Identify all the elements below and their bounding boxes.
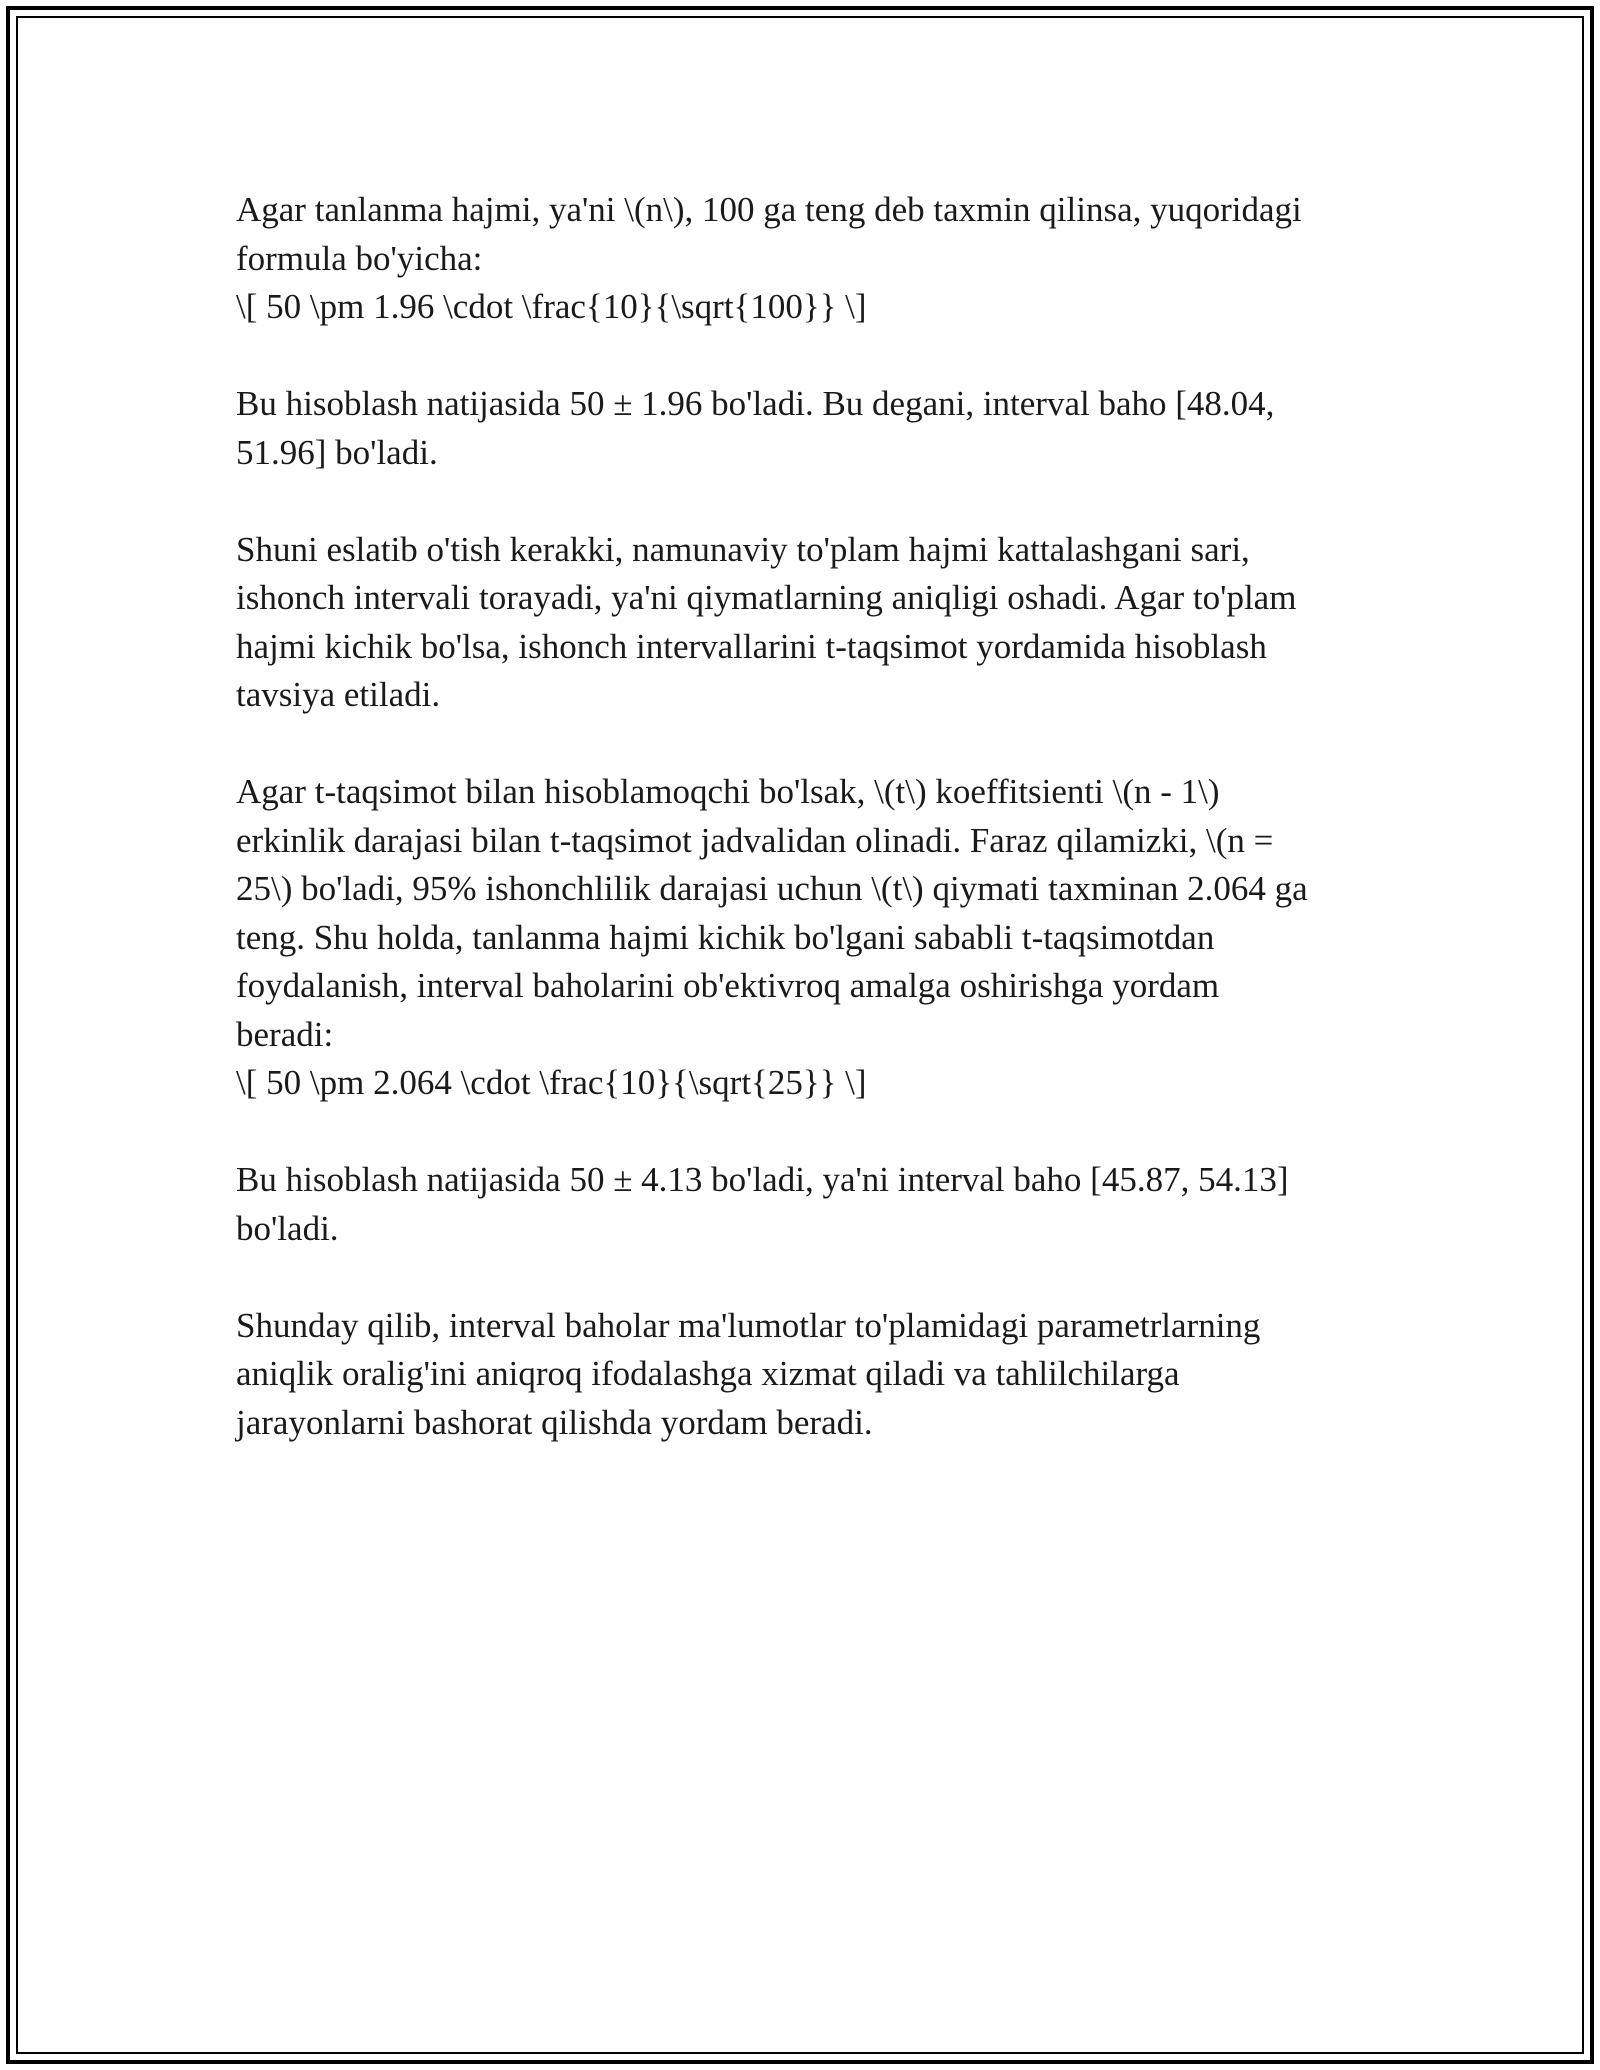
text-line: foydalanish, interval baholarini ob'ektivroq amalga oshirishga yordam bbox=[236, 966, 1220, 1005]
document-body bbox=[236, 186, 1366, 1496]
text-line: Bu hisoblash natijasida 50 ± 4.13 bo'ladi, ya'ni interval baho [45.87, 54.13] bbox=[236, 1160, 1289, 1199]
text-line: 51.96] bo'ladi. bbox=[236, 432, 438, 472]
text-line: ishonch intervali torayadi, ya'ni qiymatlarning aniqligi oshadi. Agar to'plam bbox=[236, 578, 1297, 617]
paragraph-6 bbox=[236, 1302, 1366, 1448]
text-line: Shunday qilib, interval baholar ma'lumotlar to'plamidagi parametrlarning bbox=[236, 1305, 1261, 1345]
paragraph-3 bbox=[236, 526, 1366, 720]
text-line: beradi: bbox=[236, 1014, 334, 1054]
text-line: teng. Shu holda, tanlanma hajmi kichik bo'lgani sababli t-taqsimotdan bbox=[236, 917, 1215, 957]
text-line: Bu hisoblash natijasida 50 ± 1.96 bo'ladi. Bu degani, interval baho [48.04, bbox=[236, 384, 1275, 423]
text-line: jarayonlarni bashorat qilishda yordam beradi. bbox=[236, 1402, 873, 1442]
text-line: aniqlik oralig'ini aniqroq ifodalashga xizmat qiladi va tahlilchilarga bbox=[236, 1354, 1180, 1393]
text-line: \[ 50 \pm 1.96 \cdot \frac{10}{\sqrt{100}} \] bbox=[236, 287, 867, 326]
text-line: bo'ladi. bbox=[236, 1208, 339, 1248]
text-line: Shuni eslatib o'tish kerakki, namunaviy to'plam hajmi kattalashgani sari, bbox=[236, 529, 1250, 569]
paragraph-4 bbox=[236, 768, 1366, 1108]
text-line: Agar tanlanma hajmi, ya'ni \(n\), 100 ga teng deb taxmin qilinsa, yuqoridagi bbox=[236, 190, 1302, 229]
text-line: formula bo'yicha: bbox=[236, 238, 483, 278]
text-line: 25\) bo'ladi, 95% ishonchlilik darajasi uchun \(t\) qiymati taxminan 2.064 ga bbox=[236, 869, 1308, 908]
paragraph-5 bbox=[236, 1156, 1366, 1253]
text-line: tavsiya etiladi. bbox=[236, 675, 441, 714]
text-line: erkinlik darajasi bilan t-taqsimot jadvalidan olinadi. Faraz qilamizki, \(n = bbox=[236, 820, 1274, 860]
paragraph-2 bbox=[236, 380, 1366, 477]
text-line: hajmi kichik bo'lsa, ishonch intervallarini t-taqsimot yordamida hisoblash bbox=[236, 626, 1267, 666]
text-line: Agar t-taqsimot bilan hisoblamoqchi bo'lsak, \(t\) koeffitsienti \(n - 1\) bbox=[236, 772, 1220, 811]
text-line: \[ 50 \pm 2.064 \cdot \frac{10}{\sqrt{25}} \] bbox=[236, 1063, 867, 1102]
paragraph-1 bbox=[236, 186, 1366, 332]
